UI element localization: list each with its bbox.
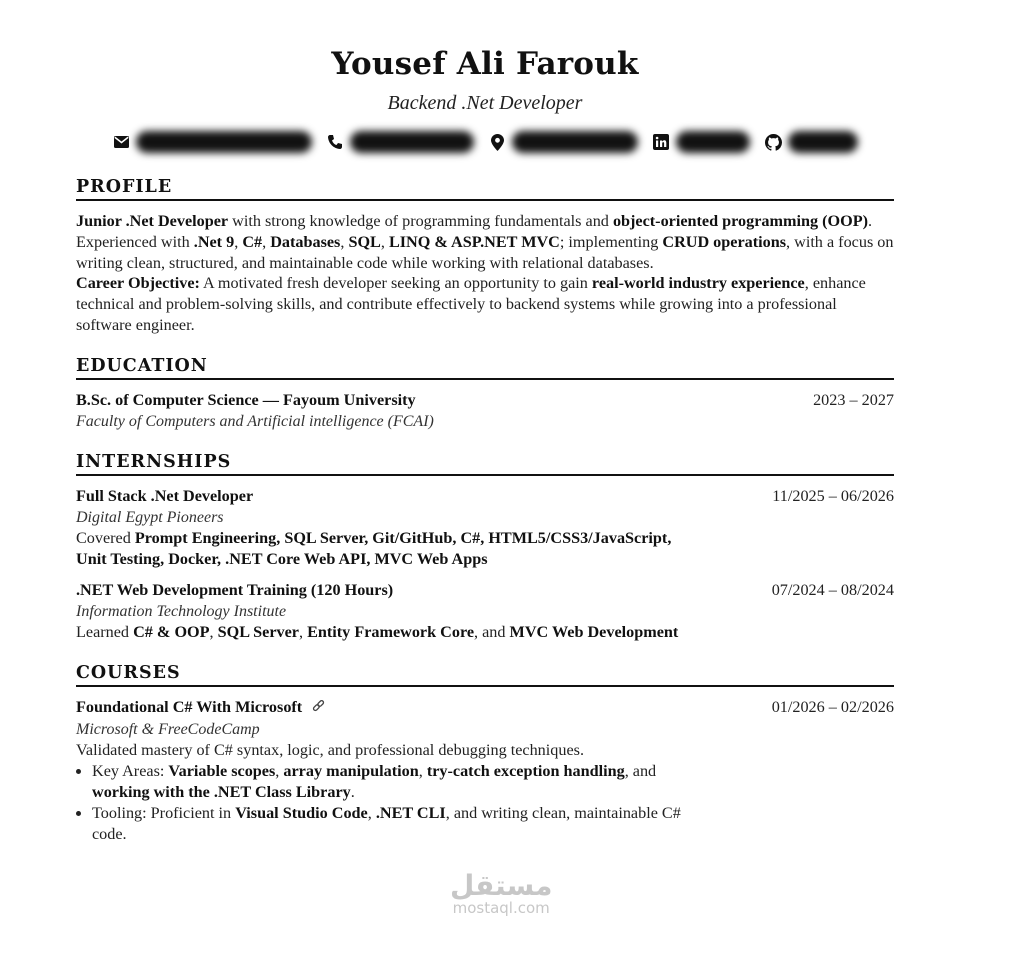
internship-title: Full Stack .Net Developer xyxy=(76,486,254,505)
course-bullet: • Tooling: Proficient in Visual Studio Code, .NET CLI, and writing clean, maintainable C# code. xyxy=(92,803,712,845)
internship-dates: 07/2024 – 08/2024 xyxy=(771,580,894,599)
profile-summary: Junior .Net Developer with strong knowledge of programming fundamentals and object-oriented programming (OOP). Experienced with .Net 9, C#, Databases, SQL, LINQ & ASP.NET MVC; implementing CRUD operations, with a focus on writing clean, structured, and maintainable code while working with relational databases. xyxy=(76,212,894,272)
contact-github[interactable] xyxy=(764,131,858,153)
course-bullet: • Key Areas: Variable scopes, array manipulation, try-catch exception handling, and working with the .NET Class Library. xyxy=(92,761,712,803)
phone-redacted xyxy=(350,131,474,153)
courses-section xyxy=(76,663,894,845)
internship-description: Learned C# & OOP, SQL Server, Entity Framework Core, and MVC Web Development xyxy=(76,622,679,641)
course-dates: 01/2026 – 02/2026 xyxy=(771,697,894,716)
internship-org: Digital Egypt Pioneers xyxy=(76,508,224,526)
profile-section xyxy=(76,177,894,336)
linkedin-redacted xyxy=(676,131,750,153)
education-section xyxy=(76,356,894,432)
course-description: Validated mastery of C# syntax, logic, and professional debugging techniques. xyxy=(76,740,584,759)
internships-heading: INTERNSHIPS xyxy=(76,452,894,476)
profile-heading: PROFILE xyxy=(76,177,894,201)
course-bullets xyxy=(76,761,712,845)
github-icon xyxy=(764,133,782,151)
candidate-name: Yousef Ali Farouk xyxy=(331,46,639,82)
email-redacted xyxy=(136,131,312,153)
internships-section xyxy=(76,452,894,643)
watermark-latin: mostaql.com xyxy=(452,899,550,917)
candidate-role: Backend .Net Developer xyxy=(387,92,583,114)
contact-linkedin[interactable] xyxy=(652,131,750,153)
location-redacted xyxy=(512,131,638,153)
faculty-name: Faculty of Computers and Artificial intelligence (FCAI) xyxy=(76,412,434,430)
resume-page xyxy=(76,40,894,845)
internship-description: Covered Prompt Engineering, SQL Server, Git/GitHub, C#, HTML5/CSS3/JavaScript, Unit Testing, Docker, .NET Core Web API, MVC Web Apps xyxy=(76,528,672,568)
watermark-logo xyxy=(450,869,553,917)
watermark-arabic: مستقل xyxy=(450,869,553,902)
internship-org: Information Technology Institute xyxy=(76,602,287,620)
contact-bar xyxy=(76,127,894,157)
contact-phone[interactable] xyxy=(326,131,474,153)
education-heading: EDUCATION xyxy=(76,356,894,380)
internship-entry xyxy=(76,580,894,643)
career-objective: Career Objective: A motivated fresh developer seeking an opportunity to gain real-world industry experience, enhance technical and problem-solving skills, and contribute effectively to backend systems while growing into a professional software engineer. xyxy=(76,274,866,334)
github-redacted xyxy=(788,131,858,153)
contact-location[interactable] xyxy=(488,131,638,153)
education-dates: 2023 – 2027 xyxy=(813,390,894,409)
course-title: Foundational C# With Microsoft xyxy=(76,697,303,716)
envelope-icon xyxy=(112,133,130,151)
course-org: Microsoft & FreeCodeCamp xyxy=(76,720,260,738)
phone-icon xyxy=(326,133,344,151)
link-icon[interactable] xyxy=(312,698,325,719)
courses-heading: COURSES xyxy=(76,663,894,687)
location-pin-icon xyxy=(488,133,506,151)
internship-title: .NET Web Development Training (120 Hours) xyxy=(76,580,394,599)
contact-email[interactable] xyxy=(112,131,312,153)
internship-entry xyxy=(76,486,894,570)
internship-dates: 11/2025 – 06/2026 xyxy=(772,486,894,505)
linkedin-icon xyxy=(652,133,670,151)
course-entry xyxy=(76,697,894,845)
education-entry xyxy=(76,390,894,432)
degree-title: B.Sc. of Computer Science — Fayoum University xyxy=(76,390,416,409)
